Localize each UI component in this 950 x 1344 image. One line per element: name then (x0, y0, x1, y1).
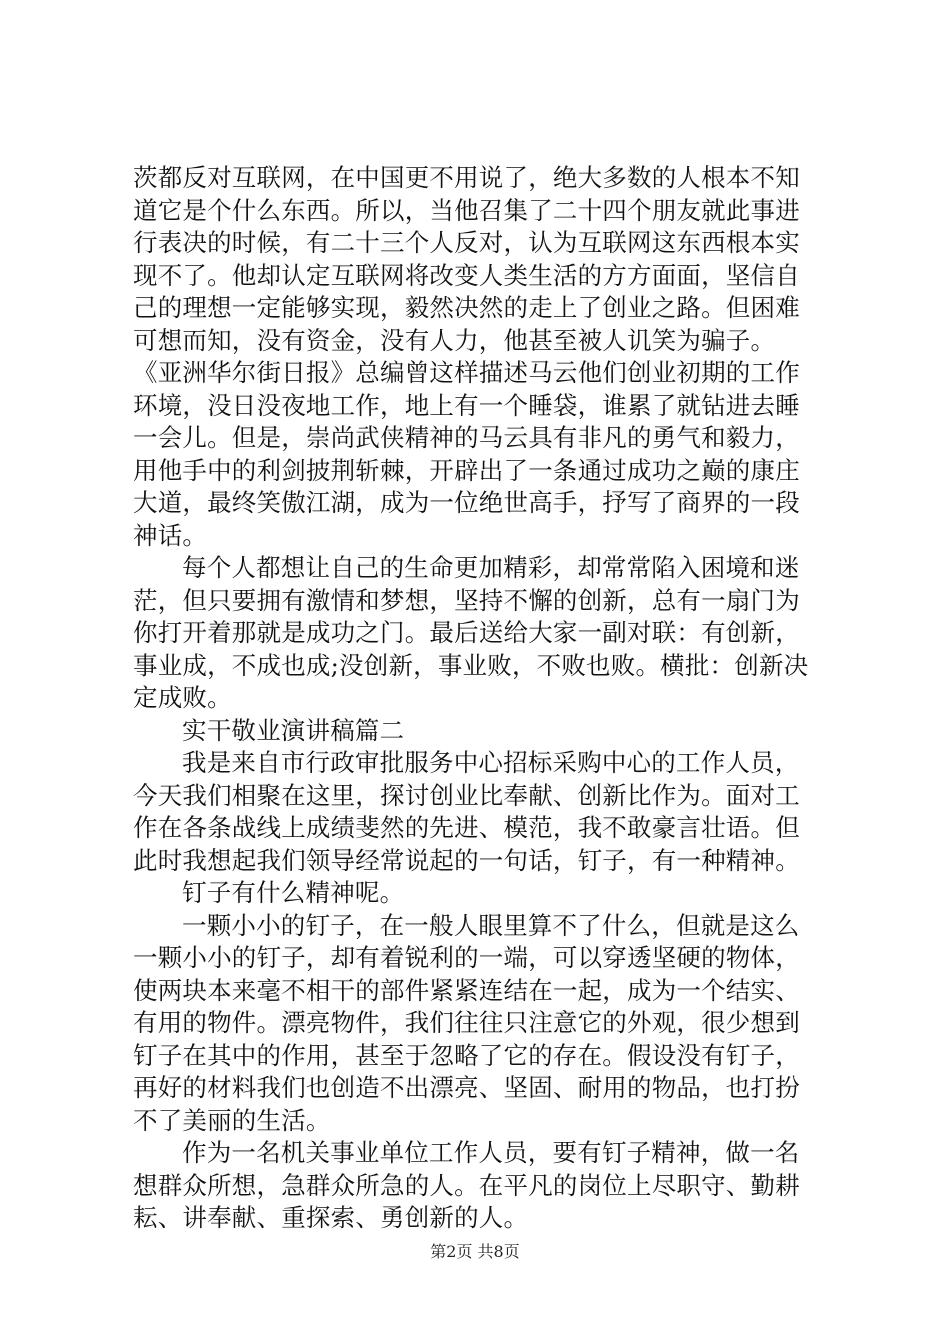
text-line: 不了美丽的生活。 (133, 1105, 331, 1135)
text-line: 行表决的时候，有二十三个人反对，认为互联网这东西根本实 (133, 228, 800, 257)
page-footer: 第2页 共8页 (430, 1242, 520, 1261)
text-line: 有用的物件。漂亮物件，我们往往只注意它的外观，很少想到 (133, 1008, 800, 1037)
text-line: 耘、讲奉献、重探索、勇创新的人。 (133, 1203, 529, 1232)
text-line: 钉子在其中的作用，甚至于忽略了它的存在。假设没有钉子， (133, 1040, 800, 1070)
text-line: 再好的材料我们也创造不出漂亮、坚固、耐用的物品，也打扮 (133, 1073, 800, 1102)
text-line: 环境，没日没夜地工作，地上有一个睡袋，谁累了就钻进去睡 (133, 390, 800, 420)
text-line: 道它是个什么东西。所以，当他召集了二十四个朋友就此事进 (133, 195, 800, 225)
text-line: 现不了。他却认定互联网将改变人类生活的方方面面，坚信自 (133, 260, 800, 290)
document-body (133, 162, 833, 1235)
text-line: 事业成，不成也成;没创新，事业败，不败也败。横批：创新决 (133, 650, 809, 680)
text-line: 可想而知，没有资金，没有人力，他甚至被人讥笑为骗子。 (133, 325, 776, 355)
text-line: 使两块本来毫不相干的部件紧紧连结在一起，成为一个结实、 (133, 975, 800, 1005)
text-line: 一颗小小的钉子，却有着锐利的一端，可以穿透坚硬的物体， (133, 943, 800, 972)
text-line: 想群众所想，急群众所急的人。在平凡的岗位上尽职守、勤耕 (133, 1170, 800, 1200)
text-line: 今天我们相聚在这里，探讨创业比奉献、创新比作为。面对工 (133, 780, 800, 810)
text-line: 大道，最终笑傲江湖，成为一位绝世高手，抒写了商界的一段 (133, 488, 800, 517)
text-line: 钉子有什么精神呢。 (182, 878, 405, 907)
text-line: 茨都反对互联网，在中国更不用说了，绝大多数的人根本不知 (133, 163, 800, 192)
text-line: 作为一名机关事业单位工作人员，要有钉子精神，做一名 (182, 1138, 800, 1167)
text-line: 一颗小小的钉子，在一般人眼里算不了什么，但就是这么 (182, 910, 800, 940)
text-line: 每个人都想让自己的生命更加精彩，却常常陷入困境和迷 (182, 553, 800, 582)
text-line: 己的理想一定能够实现，毅然决然的走上了创业之路。但困难 (133, 293, 800, 322)
text-line: 作在各条战线上成绩斐然的先进、模范，我不敢豪言壮语。但 (133, 813, 800, 842)
text-line: 实干敬业演讲稿篇二 (182, 715, 405, 745)
text-line: 神话。 (133, 520, 208, 550)
text-line: 此时我想起我们领导经常说起的一句话，钉子，有一种精神。 (133, 845, 800, 875)
text-line: 用他手中的利剑披荆斩棘，开辟出了一条通过成功之巅的康庄 (133, 455, 800, 485)
text-line: 定成败。 (133, 683, 232, 712)
text-line: 《亚洲华尔街日报》总编曾这样描述马云他们创业初期的工作 (133, 358, 800, 387)
text-line: 你打开着那就是成功之门。最后送给大家一副对联：有创新， (133, 618, 800, 647)
text-line: 我是来自市行政审批服务中心招标采购中心的工作人员， (182, 748, 800, 777)
text-line: 茫，但只要拥有激情和梦想，坚持不懈的创新，总有一扇门为 (133, 585, 800, 615)
text-line: 一会儿。但是，崇尚武侠精神的马云具有非凡的勇气和毅力， (133, 423, 800, 452)
